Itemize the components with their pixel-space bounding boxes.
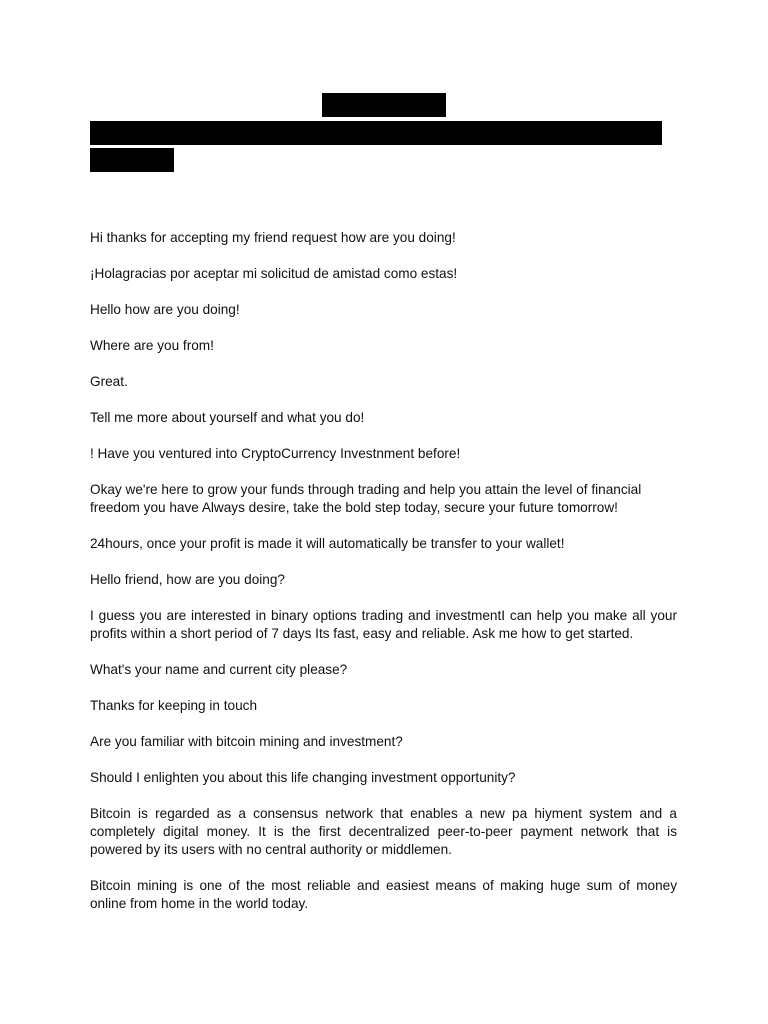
paragraph: Bitcoin mining is one of the most reliable and easiest means of making huge sum of money online from home in the world today. — [90, 878, 677, 911]
paragraph: Tell me more about yourself and what you do! — [90, 410, 365, 425]
paragraph: Great. — [90, 374, 128, 389]
paragraph: Hello friend, how are you doing? — [90, 572, 285, 587]
paragraph: ! Have you ventured into CryptoCurrency Investnment before! — [90, 446, 461, 461]
document-body — [90, 229, 677, 931]
paragraph: Bitcoin is regarded as a consensus network that enables a new pa hiyment system and a completely digital money. It is the first decentralized peer-to-peer payment network that is powered by its users with no central authority or middlemen. — [90, 806, 677, 857]
paragraph: Should I enlighten you about this life changing investment opportunity? — [90, 770, 516, 785]
paragraph: 24hours, once your profit is made it will automatically be transfer to your wallet! — [90, 536, 565, 551]
paragraph: I guess you are interested in binary options trading and investmentI can help you make all your profits within a short period of 7 days Its fast, easy and reliable. Ask me how to get started. — [90, 608, 677, 641]
paragraph: Are you familiar with bitcoin mining and investment? — [90, 734, 403, 749]
paragraph: Thanks for keeping in touch — [90, 698, 258, 713]
paragraph: Okay we're here to grow your funds through trading and help you attain the level of financial freedom you have Always desire, take the bold step today, secure your future tomorrow! — [90, 482, 642, 515]
paragraph: Hi thanks for accepting my friend request how are you doing! — [90, 230, 456, 245]
paragraph: Where are you from! — [90, 338, 214, 353]
redacted-header-line — [90, 148, 174, 172]
redacted-header-line — [90, 121, 662, 145]
redacted-title — [322, 93, 446, 117]
paragraph: What's your name and current city please? — [90, 662, 348, 677]
paragraph: ¡Holagracias por aceptar mi solicitud de amistad como estas! — [90, 266, 458, 281]
paragraph: Hello how are you doing! — [90, 302, 240, 317]
